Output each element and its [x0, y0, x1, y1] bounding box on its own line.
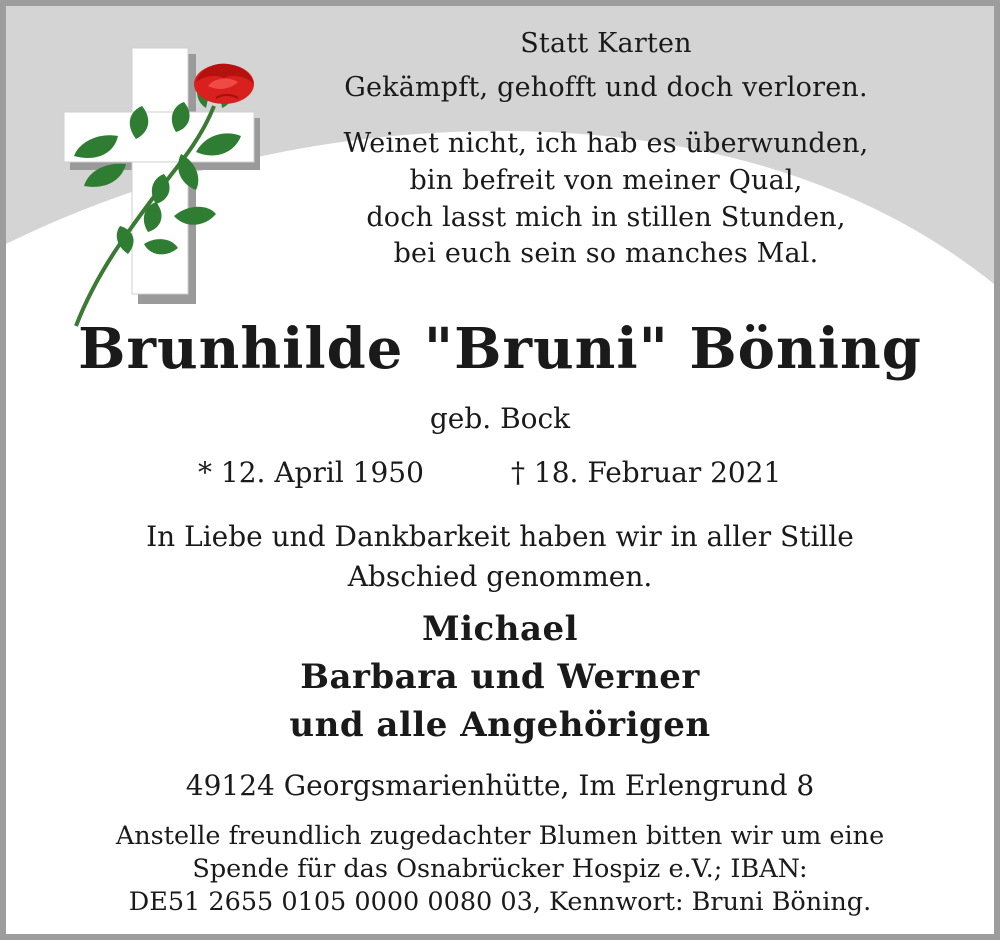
mourner-name: und alle Angehörigen: [289, 705, 711, 745]
farewell-message-line: In Liebe und Dankbarkeit haben wir in aller Stille: [146, 520, 854, 553]
maiden-name: geb. Bock: [429, 402, 571, 435]
deceased-name: Brunhilde "Bruni" Böning: [78, 316, 922, 382]
donation-note-line: Spende für das Osnabrücker Hospiz e.V.; IBAN:: [192, 854, 808, 884]
poem-line: Weinet nicht, ich hab es überwunden,: [343, 128, 869, 159]
farewell-message-line: Abschied genommen.: [347, 560, 653, 593]
birth-date: * 12. April 1950: [198, 456, 424, 489]
poem-line: bei euch sein so manches Mal.: [393, 238, 819, 269]
donation-note-line: Anstelle freundlich zugedachter Blumen bitten wir um eine: [115, 821, 885, 851]
poem-line: bin befreit von meiner Qual,: [409, 165, 803, 196]
address: 49124 Georgsmarienhütte, Im Erlengrund 8: [185, 769, 815, 802]
mourner-name: Michael: [421, 609, 579, 649]
life-dates: [6, 456, 994, 492]
donation-note-line: DE51 2655 0105 0000 0080 03, Kennwort: Bruni Böning.: [128, 887, 872, 917]
poem-line: doch lasst mich in stillen Stunden,: [366, 202, 846, 233]
death-date: † 18. Februar 2021: [511, 456, 782, 489]
intro-text: Statt Karten: [520, 28, 692, 59]
mourner-name: Barbara und Werner: [300, 657, 700, 697]
motto-text: Gekämpft, gehofft und doch verloren.: [344, 72, 868, 103]
